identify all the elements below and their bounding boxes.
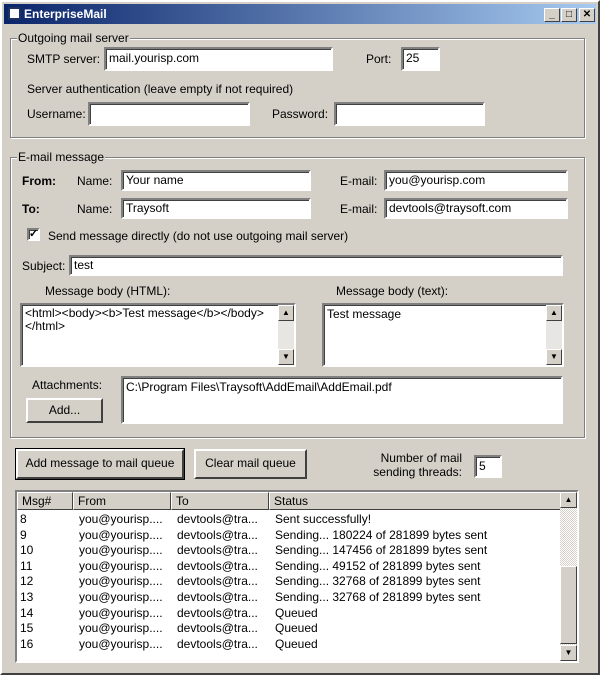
threads-input[interactable]: 5 (474, 455, 502, 478)
title-bar[interactable] (4, 4, 596, 24)
text-body-scrollbar[interactable] (546, 305, 562, 365)
cell-to: devtools@tra... (177, 574, 258, 589)
attachments-label: Attachments: (32, 378, 103, 392)
table-row[interactable] (17, 590, 561, 606)
table-row[interactable] (17, 528, 561, 544)
cell-to: devtools@tra... (177, 621, 258, 636)
cell-from: you@yourisp.... (79, 512, 163, 526)
cell-status: Sending... 32768 of 281899 bytes sent (275, 574, 481, 589)
send-directly-checkbox[interactable]: ✓ (29, 228, 39, 240)
group-label: E-mail message (18, 150, 105, 164)
column-header-msg[interactable]: Msg# (17, 492, 73, 510)
html-body-scrollbar[interactable] (278, 305, 294, 365)
list-scrollbar[interactable] (560, 492, 577, 661)
from-email-label: E-mail: (340, 174, 378, 188)
auth-note: Server authentication (leave empty if not required) (27, 82, 294, 96)
minimize-button[interactable]: _ (544, 8, 560, 22)
scroll-up-icon[interactable]: ▲ (278, 305, 294, 321)
scroll-thumb[interactable] (560, 566, 577, 644)
port-input[interactable]: 25 (401, 47, 440, 71)
scroll-up-icon[interactable]: ▲ (546, 305, 562, 321)
cell-from: you@yourisp.... (79, 590, 163, 604)
cell-status: Queued (275, 621, 318, 636)
cell-msg: 13 (20, 590, 34, 604)
cell-status: Sent successfully! (275, 512, 372, 526)
cell-from: you@yourisp.... (79, 621, 163, 636)
cell-msg: 14 (20, 605, 34, 620)
subject-input[interactable]: test (69, 255, 563, 276)
password-label: Password: (272, 107, 329, 121)
to-name-label: Name: (77, 202, 113, 216)
username-label: Username: (27, 107, 86, 121)
cell-status: Sending... 49152 of 281899 bytes sent (275, 558, 481, 573)
from-email-input[interactable]: you@yourisp.com (384, 170, 568, 191)
to-email-label: E-mail: (340, 202, 378, 216)
smtp-server-input[interactable]: mail.yourisp.com (104, 47, 333, 71)
cell-msg: 11 (20, 558, 33, 573)
cell-from: you@yourisp.... (79, 558, 163, 573)
table-row[interactable] (17, 637, 561, 653)
column-header-status[interactable]: Status (269, 492, 561, 510)
cell-from: you@yourisp.... (79, 543, 163, 558)
cell-to: devtools@tra... (177, 590, 258, 604)
table-row[interactable] (17, 543, 561, 559)
scroll-up-icon[interactable]: ▲ (560, 492, 577, 508)
html-body-textarea[interactable] (20, 303, 296, 367)
scroll-down-icon[interactable]: ▼ (560, 645, 577, 661)
table-row[interactable] (17, 574, 561, 590)
maximize-button[interactable]: □ (561, 8, 577, 22)
password-input[interactable] (334, 102, 485, 126)
threads-label-line2: sending threads: (373, 465, 462, 479)
cell-to: devtools@tra... (177, 605, 258, 620)
add-to-queue-button[interactable]: Add message to mail queue (16, 449, 184, 479)
cell-to: devtools@tra... (177, 512, 258, 526)
cell-status: Sending... 147456 of 281899 bytes sent (275, 543, 488, 558)
add-attachment-button[interactable]: Add... (26, 398, 103, 423)
smtp-label: SMTP server: (27, 52, 101, 66)
port-label: Port: (366, 52, 392, 66)
cell-from: you@yourisp.... (79, 574, 163, 589)
cell-msg: 10 (20, 543, 34, 558)
cell-status: Sending... 180224 of 281899 bytes sent (275, 527, 488, 542)
text-body-label: Message body (text): (336, 284, 449, 298)
column-header-from[interactable]: From (73, 492, 171, 510)
cell-msg: 15 (20, 621, 34, 636)
column-header-to[interactable]: To (171, 492, 269, 510)
to-name-input[interactable]: Traysoft (121, 198, 311, 219)
cell-to: devtools@tra... (177, 527, 258, 542)
from-label: From: (22, 174, 56, 188)
clear-queue-button[interactable]: Clear mail queue (194, 449, 307, 479)
html-body-text: <html><body><b>Test message</b></body></html> (25, 306, 264, 333)
cell-status: Queued (275, 605, 318, 620)
text-body-text: Test message (327, 307, 402, 321)
cell-from: you@yourisp.... (79, 527, 163, 542)
cell-to: devtools@tra... (177, 543, 258, 558)
cell-msg: 8 (20, 512, 27, 526)
cell-from: you@yourisp.... (79, 636, 163, 651)
html-body-label: Message body (HTML): (45, 284, 171, 298)
from-name-label: Name: (77, 174, 113, 188)
group-label: Outgoing mail server (18, 31, 129, 45)
scroll-down-icon[interactable]: ▼ (278, 349, 294, 365)
username-input[interactable] (88, 102, 250, 126)
text-body-textarea[interactable] (322, 303, 564, 367)
attachments-list[interactable]: C:\Program Files\Traysoft\AddEmail\AddEmail.pdf (121, 376, 563, 424)
scroll-down-icon[interactable]: ▼ (546, 349, 562, 365)
cell-msg: 12 (20, 574, 34, 589)
to-label: To: (22, 202, 40, 216)
cell-from: you@yourisp.... (79, 605, 163, 620)
cell-status: Sending... 32768 of 281899 bytes sent (275, 590, 481, 604)
table-row[interactable] (17, 621, 561, 637)
mail-queue-list[interactable] (15, 490, 579, 663)
table-row[interactable] (17, 606, 561, 622)
cell-to: devtools@tra... (177, 558, 258, 573)
cell-to: devtools@tra... (177, 636, 258, 651)
to-email-input[interactable]: devtools@traysoft.com (384, 198, 568, 219)
table-row[interactable] (17, 559, 561, 575)
cell-msg: 9 (20, 527, 27, 542)
from-name-input[interactable]: Your name (121, 170, 311, 191)
cell-status: Queued (275, 636, 318, 651)
table-row[interactable] (17, 512, 561, 528)
cell-msg: 16 (20, 636, 34, 651)
subject-label: Subject: (22, 259, 66, 273)
app-icon (8, 7, 21, 20)
send-directly-label[interactable]: Send message directly (do not use outgoing mail server) (48, 229, 349, 243)
close-button[interactable]: ✕ (579, 8, 595, 22)
window-title: EnterpriseMail (24, 7, 107, 21)
threads-label-line1: Number of mail (380, 451, 462, 465)
